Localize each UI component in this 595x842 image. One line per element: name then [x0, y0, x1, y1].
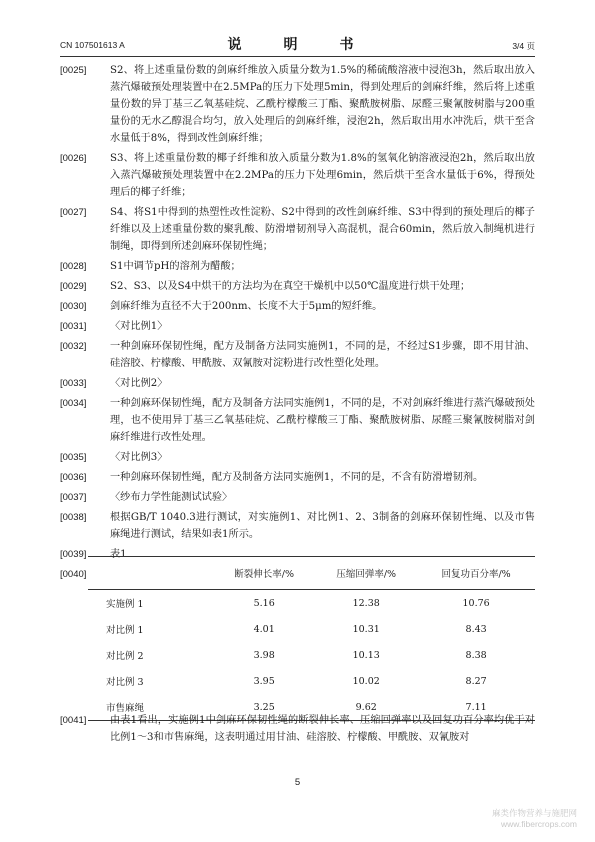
page-header: [60, 34, 535, 57]
patent-number: CN 107501613 A: [60, 40, 125, 50]
table-row: [88, 668, 535, 694]
watermark-name: 麻类作物营养与施肥网: [491, 808, 577, 818]
paragraph-text: S4、将S1中得到的热塑性改性淀粉、S2中得到的改性剑麻纤维、S3中得到的预处理后的椰子纤维以及上述重量份数的聚乳酸、防滑增韧剂导入高混机，混合60min，然后放入制绳机进行制绳，即得到所述剑麻环保韧性绳；: [110, 207, 535, 252]
table-header-cell: [88, 557, 213, 590]
table-cell: 3.98: [253, 649, 275, 661]
paragraph-number: [0029]: [60, 281, 87, 292]
table-cell: 对比例 1: [106, 625, 144, 636]
paragraph: [60, 338, 535, 372]
paragraph: [60, 204, 535, 255]
paragraph-number: [0025]: [60, 65, 87, 76]
paragraph: [60, 278, 535, 295]
page-reference: 3/4 页: [512, 41, 535, 51]
paragraph: [60, 258, 535, 275]
paragraph-text: 剑麻纤维为直径不大于200nm、长度不大于5μm的短纤维。: [110, 301, 383, 312]
table-cell: 3.25: [213, 694, 315, 721]
table-cell: 7.11: [417, 694, 535, 721]
table-row: [88, 616, 535, 642]
paragraph: [60, 375, 535, 392]
table-cell: 10.02: [352, 675, 380, 687]
paragraph-text: 根据GB/T 1040.3进行测试，对实施例1、对比例1、2、3制备的剑麻环保韧性绳、以及市售麻绳进行测试，结果如表1所示。: [110, 512, 535, 540]
watermark-url: www.fibercrops.com: [500, 819, 577, 829]
paragraph: [60, 150, 535, 201]
paragraph: [60, 449, 535, 466]
paragraph: [60, 318, 535, 335]
paragraph: [60, 395, 535, 446]
results-table-container: [88, 556, 535, 721]
table-cell: 9.62: [315, 694, 417, 721]
table-cell: 12.38: [352, 597, 380, 609]
paragraph-number: [0039]: [60, 549, 87, 560]
paragraph-text: S3、将上述重量份数的椰子纤维和放入质量分数为1.8%的氢氧化钠溶液浸泡2h，然后取出放入蒸汽爆破预处理装置中在2.2MPa的压力下处理6min，然后烘干至含水量低于6%，得预处理后的椰子纤维；: [110, 153, 535, 198]
table-cell: 8.43: [465, 623, 487, 635]
table-cell: 10.76: [462, 597, 490, 609]
paragraph: [60, 509, 535, 543]
table-cell: 8.27: [465, 675, 487, 687]
paragraph-text: S2、将上述重量份数的剑麻纤维放入质量分数为1.5%的稀硫酸溶液中浸泡3h，然后取出放入蒸汽爆破预处理装置中在2.5MPa的压力下处理5min，得到处理后的剑麻纤维，然后将上述重量份数的异丁基三乙氧基硅烷、乙酰柠檬酸三丁酯、聚酰胺树脂、尿醛三聚氰胺树脂与200重量份的无水乙醇混合均匀，放入处理后的剑麻纤维，浸泡2h，然后取出用水冲洗后，烘干至含水量低于8%，得到改性剑麻纤维；: [110, 65, 535, 144]
paragraph-text: 表1: [110, 549, 127, 560]
table-cell: 10.31: [352, 623, 380, 635]
table-body: [88, 590, 535, 721]
paragraph-number: [0035]: [60, 452, 87, 463]
paragraph-text: S1中调节pH的溶剂为醋酸；: [110, 261, 241, 272]
paragraph-number: [0036]: [60, 472, 87, 483]
table-row: [88, 590, 535, 617]
paragraph-number: [0027]: [60, 207, 87, 218]
table-cell: 8.38: [465, 649, 487, 661]
table-cell: 市售麻绳: [88, 694, 213, 721]
paragraph-number: [0041]: [60, 715, 87, 726]
site-watermark: [492, 808, 577, 830]
table-header-cell: 回复功百分率/%: [417, 557, 535, 590]
table-header-cell: 压缩回弹率/%: [315, 557, 417, 590]
paragraph: [60, 298, 535, 315]
paragraph-number: [0034]: [60, 398, 87, 409]
paragraph: [60, 469, 535, 486]
table-cell: 实施例 1: [106, 599, 144, 610]
paragraph-text: S2、S3、以及S4中烘干的方法均为在真空干燥机中以50℃温度进行烘干处理；: [110, 281, 471, 292]
body-text: [60, 62, 535, 586]
paragraph-number: [0031]: [60, 321, 87, 332]
paragraph-number: [0028]: [60, 261, 87, 272]
page-number: 5: [294, 777, 301, 788]
conclusion-paragraph: [60, 712, 535, 749]
table-cell: 对比例 2: [106, 651, 144, 662]
paragraph-text: 一种剑麻环保韧性绳，配方及制备方法同实施例1，不同的是，不含有防滑增韧剂。: [110, 472, 484, 483]
paragraph-number: [0040]: [60, 569, 87, 580]
paragraph-number: [0032]: [60, 341, 87, 352]
table-cell: 对比例 3: [106, 677, 144, 688]
table-cell: 10.13: [352, 649, 380, 661]
paragraph: [60, 489, 535, 506]
paragraph-number: [0038]: [60, 512, 87, 523]
paragraph-text: 一种剑麻环保韧性绳，配方及制备方法同实施例1，不同的是，不经过S1步骤，即不用甘油、硅溶胶、柠檬酸、甲酰胺、双氰胺对淀粉进行改性塑化处理。: [110, 341, 535, 369]
table-header-row: [88, 557, 535, 590]
paragraph: [60, 62, 535, 147]
table-row: [88, 642, 535, 668]
paragraph-text: 〈对比例2〉: [110, 378, 168, 389]
document-title: 说 明 书: [227, 37, 368, 53]
table-cell: 4.01: [253, 623, 275, 635]
paragraph-number: [0037]: [60, 492, 87, 503]
paragraph-number: [0033]: [60, 378, 87, 389]
paragraph-text: 由表1看出，实施例1中剑麻环保韧性绳的断裂伸长率、压缩回弹率以及回复功百分率均优于对比例1～3和市售麻绳，这表明通过用甘油、硅溶胶、柠檬酸、甲酰胺、双氰胺对: [110, 715, 535, 743]
results-table: [88, 556, 535, 721]
paragraph-number: [0030]: [60, 301, 87, 312]
table-cell: 3.95: [253, 675, 275, 687]
table-header-cell: 断裂伸长率/%: [213, 557, 315, 590]
paragraph-text: 一种剑麻环保韧性绳，配方及制备方法同实施例1，不同的是，不对剑麻纤维进行蒸汽爆破预处理，也不使用异丁基三乙氧基硅烷、乙酰柠檬酸三丁酯、聚酰胺树脂、尿醛三聚氰胺树脂对剑麻纤维进行改性处理。: [110, 398, 535, 443]
paragraph-text: 〈纱布力学性能测试试验〉: [110, 492, 233, 503]
paragraph-text: 〈对比例3〉: [110, 452, 168, 463]
paragraph-text: 〈对比例1〉: [110, 321, 168, 332]
paragraph-number: [0026]: [60, 153, 87, 164]
table-cell: 5.16: [253, 597, 275, 609]
